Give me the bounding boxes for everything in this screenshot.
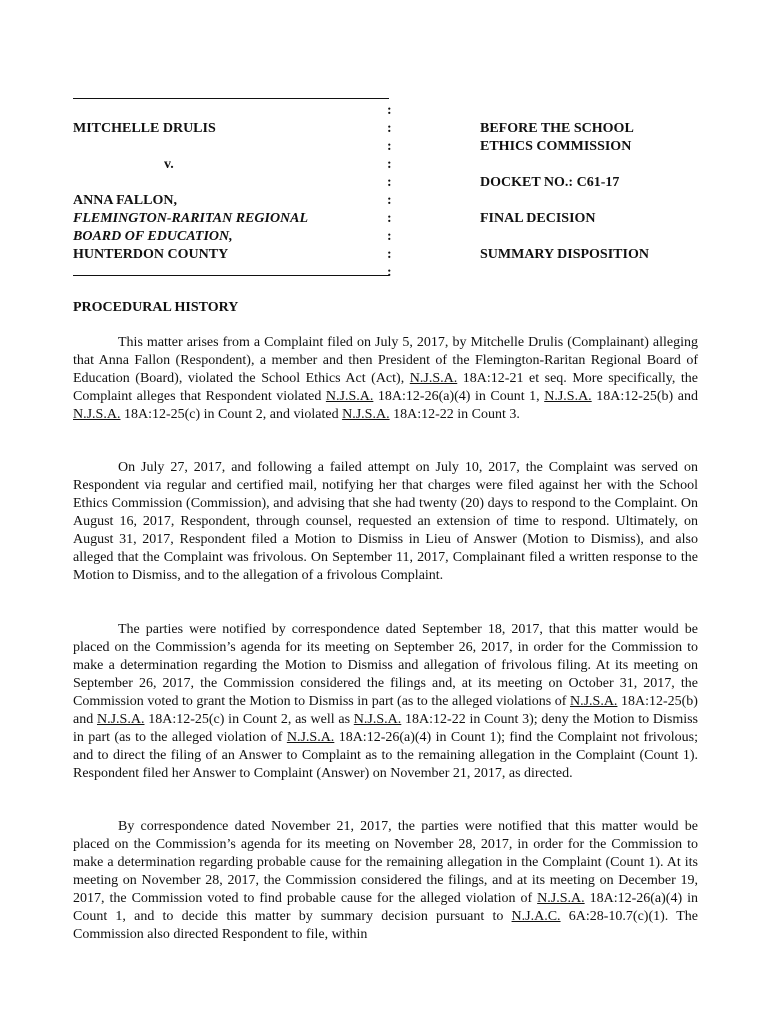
respondent-board-line2: BOARD OF EDUCATION, [73, 229, 233, 244]
caption-colon: : [387, 247, 392, 262]
caption-colon: : [387, 175, 392, 190]
paragraph-text: By correspondence dated November 21, 2017, the parties were notified that this matter would be placed on the Commission’s agenda for its meeting on November 28, 2017, in order for the Commission to make a determination regarding probable cause for the remaining allegation in the Complaint (Count 1). At its meeting on November 28, 2017, the Commission considered the filings, and at its meeting on December 19, 2017, the Commission voted to find probable cause for the alleged violation of [73, 819, 698, 906]
caption-colon: : [387, 103, 392, 118]
paragraph-text: 18A:12-25(b) and [73, 694, 698, 727]
respondent-county: HUNTERDON COUNTY [73, 247, 229, 262]
disposition-type: SUMMARY DISPOSITION [480, 247, 649, 262]
paragraph-text: 18A:12-26(a)(4) in Count 1, [373, 389, 545, 404]
caption-colon-column [387, 102, 397, 282]
statute-citation: N.J.S.A. [286, 730, 335, 745]
complainant-name: MITCHELLE DRULIS [73, 121, 216, 136]
statute-citation: N.J.S.A. [73, 407, 121, 422]
paragraph-text: This matter arises from a Complaint filed on July 5, 2017, by Mitchelle Drulis (Complainant) alleging that Anna Fallon (Respondent), a member and then President of the Flemington-Raritan Regional Board of Education (Board), violated the School Ethics Act (Act), [73, 335, 698, 386]
decision-type: FINAL DECISION [480, 211, 596, 226]
paragraph-text: 6A:28-10.7(c)(1). The Commission also directed Respondent to file, within [73, 909, 698, 942]
paragraph [73, 334, 698, 424]
paragraph-text: 18A:12-25(c) in Count 2, and violated [120, 407, 343, 422]
paragraph-text: 18A:12-22 in Count 3. [389, 407, 520, 422]
agency-line2: ETHICS COMMISSION [480, 139, 632, 154]
respondent-name: ANNA FALLON, [73, 193, 177, 208]
statute-citation: N.J.S.A. [325, 389, 374, 404]
caption-colon: : [387, 265, 392, 280]
statute-citation: N.J.S.A. [96, 712, 145, 727]
caption-colon: : [387, 157, 392, 172]
statute-citation: N.J.S.A. [409, 371, 458, 386]
statute-citation: N.J.S.A. [569, 694, 618, 709]
paragraph-text: 18A:12-25(b) and [591, 389, 698, 404]
versus-label: v. [164, 157, 174, 172]
statute-citation: N.J.S.A. [353, 712, 402, 727]
paragraph [73, 459, 698, 585]
caption-top-rule [73, 98, 389, 99]
statute-citation: N.J.A.C. [511, 909, 561, 924]
paragraph-text: 18A:12-26(a)(4) in Count 1, and to decide this matter by summary decision pursuant to [73, 891, 698, 924]
caption-colon: : [387, 139, 392, 154]
paragraph-text: 18A:12-25(c) in Count 2, as well as [144, 712, 354, 727]
agency-line1: BEFORE THE SCHOOL [480, 121, 634, 136]
caption-bottom-rule [73, 275, 389, 276]
statute-citation: N.J.S.A. [544, 389, 592, 404]
paragraph-text: On July 27, 2017, and following a failed attempt on July 10, 2017, the Complaint was served on Respondent via regular and certified mail, notifying her that charges were filed against her with the School Ethics Commission (Commission), and advising that she had twenty (20) days to respond to the Complaint. On August 16, 2017, Respondent, through counsel, requested an extension of time to respond. Ultimately, on August 31, 2017, Respondent filed a Motion to Dismiss in Lieu of Answer (Motion to Dismiss), and also alleged that the Complaint was frivolous. On September 11, 2017, Complainant filed a written response to the Motion to Dismiss, and to the allegation of a frivolous Complaint. [73, 460, 698, 583]
statute-citation: N.J.S.A. [342, 407, 390, 422]
paragraph-text: 18A:12-22 in Count 3); deny the Motion to Dismiss in part (as to the alleged violation of [73, 712, 699, 745]
docket-number: DOCKET NO.: C61-17 [480, 175, 620, 190]
statute-citation: N.J.S.A. [537, 891, 585, 906]
paragraph [73, 818, 698, 944]
paragraph-text: 18A:12-21 et seq. More specifically, the Complaint alleges that Respondent violated [73, 371, 698, 404]
caption-colon: : [387, 211, 392, 226]
paragraph [73, 621, 698, 783]
case-caption [73, 98, 703, 284]
respondent-board-line1: FLEMINGTON-RARITAN REGIONAL [73, 211, 309, 226]
caption-colon: : [387, 193, 392, 208]
paragraph-text: 18A:12-26(a)(4) in Count 1); find the Complaint not frivolous; and to direct the filing of an Answer to Complaint as to the remaining allegation in the Complaint (Count 1). Respondent filed her Answer to Complaint (Answer) on November 21, 2017, as directed. [73, 730, 698, 781]
paragraph-text: The parties were notified by correspondence dated September 18, 2017, that this matter would be placed on the Commission’s agenda for its meeting on September 26, 2017, in order for the Commission to make a determination regarding the Motion to Dismiss and allegation of frivolous filing. At its meeting on September 26, 2017, the Commission considered the filings and, at its meeting on October 31, 2017, the Commission voted to grant the Motion to Dismiss in part (as to the alleged violations of [73, 622, 698, 709]
caption-colon: : [387, 121, 392, 136]
caption-colon: : [387, 229, 392, 244]
section-heading: PROCEDURAL HISTORY [73, 300, 239, 315]
